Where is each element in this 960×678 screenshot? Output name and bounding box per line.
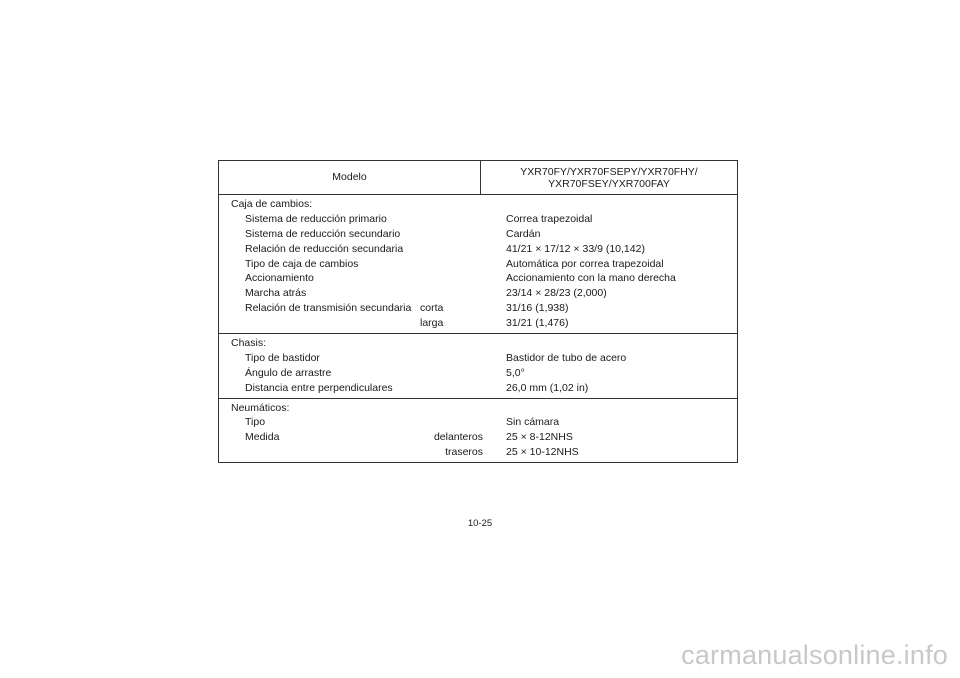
- section-title: Neumáticos:: [231, 401, 290, 414]
- row-sub: delanteros: [433, 431, 483, 444]
- spec-table: [218, 160, 738, 463]
- row-sub: [420, 212, 495, 227]
- table-row: [219, 415, 737, 430]
- row-label: Relación de transmisión secundaria: [245, 302, 412, 315]
- row-value: 5,0°: [506, 366, 525, 379]
- row-label: Tipo: [245, 416, 266, 429]
- watermark: carmanualsonline.info: [681, 640, 948, 670]
- row-value: Correa trapezoidal: [506, 212, 593, 225]
- section-title: Caja de cambios:: [231, 198, 313, 210]
- row-label: Distancia entre perpendiculares: [245, 381, 393, 394]
- table-row: [219, 271, 737, 286]
- row-sub: [420, 242, 495, 257]
- model-line-2: YXR70FSEY/YXR700FAY: [548, 177, 670, 190]
- row-value: 23/14 × 28/23 (2,000): [506, 287, 607, 300]
- table-row: [219, 445, 737, 460]
- page-number: 10-25: [467, 518, 493, 529]
- row-label: Accionamiento: [245, 272, 314, 285]
- row-sub: [420, 351, 495, 366]
- row-value: Accionamiento con la mano derecha: [506, 272, 676, 285]
- row-label: Sistema de reducción secundario: [245, 227, 401, 240]
- header-models: [481, 161, 737, 194]
- table-row: [219, 227, 737, 242]
- row-label: Sistema de reducción primario: [245, 212, 387, 225]
- section-tires: [219, 399, 737, 463]
- row-label: Ángulo de arrastre: [245, 366, 332, 379]
- row-value: 25 × 8-12NHS: [506, 431, 573, 444]
- row-label: Tipo de caja de cambios: [245, 257, 359, 270]
- table-row: [219, 430, 737, 445]
- header-label: Modelo: [219, 161, 481, 194]
- table-row: [219, 242, 737, 257]
- row-value: 26,0 mm (1,02 in): [506, 381, 589, 394]
- row-value: Bastidor de tubo de acero: [506, 351, 627, 364]
- table-row: [219, 316, 737, 331]
- row-sub: traseros: [445, 446, 483, 459]
- table-row: [219, 257, 737, 272]
- row-label: Relación de reducción secundaria: [245, 242, 404, 255]
- model-line-1: YXR70FY/YXR70FSEPY/YXR70FHY/: [520, 165, 698, 178]
- row-sub: [420, 271, 495, 286]
- row-label: [219, 316, 420, 331]
- row-value: 25 × 10-12NHS: [506, 446, 579, 459]
- table-row: [219, 351, 737, 366]
- row-sub: [420, 257, 495, 272]
- row-value: 31/21 (1,476): [506, 317, 569, 330]
- row-sub: corta: [420, 302, 444, 315]
- table-header: [219, 161, 737, 195]
- row-sub: [420, 381, 495, 396]
- table-row: [219, 212, 737, 227]
- row-sub: larga: [420, 317, 444, 330]
- table-row: [219, 366, 737, 381]
- section-chassis: [219, 334, 737, 399]
- section-title: Chasis:: [231, 337, 267, 350]
- row-label: Tipo de bastidor: [245, 351, 320, 364]
- row-sub: [420, 286, 495, 301]
- table-row: [219, 286, 737, 301]
- row-label: Medida: [245, 431, 280, 444]
- row-value: 31/16 (1,938): [506, 302, 569, 315]
- row-sub: [420, 227, 495, 242]
- row-value: Cardán: [506, 227, 541, 240]
- row-sub: [420, 366, 495, 381]
- table-row: [219, 301, 737, 316]
- row-value: Automática por correa trapezoidal: [506, 257, 664, 270]
- row-value: 41/21 × 17/12 × 33/9 (10,142): [506, 242, 645, 255]
- row-label: Marcha atrás: [245, 287, 307, 300]
- row-value: Sin cámara: [506, 416, 560, 429]
- section-transmission: [219, 195, 737, 334]
- table-row: [219, 381, 737, 396]
- row-sub: [420, 415, 495, 430]
- row-label: [219, 445, 420, 460]
